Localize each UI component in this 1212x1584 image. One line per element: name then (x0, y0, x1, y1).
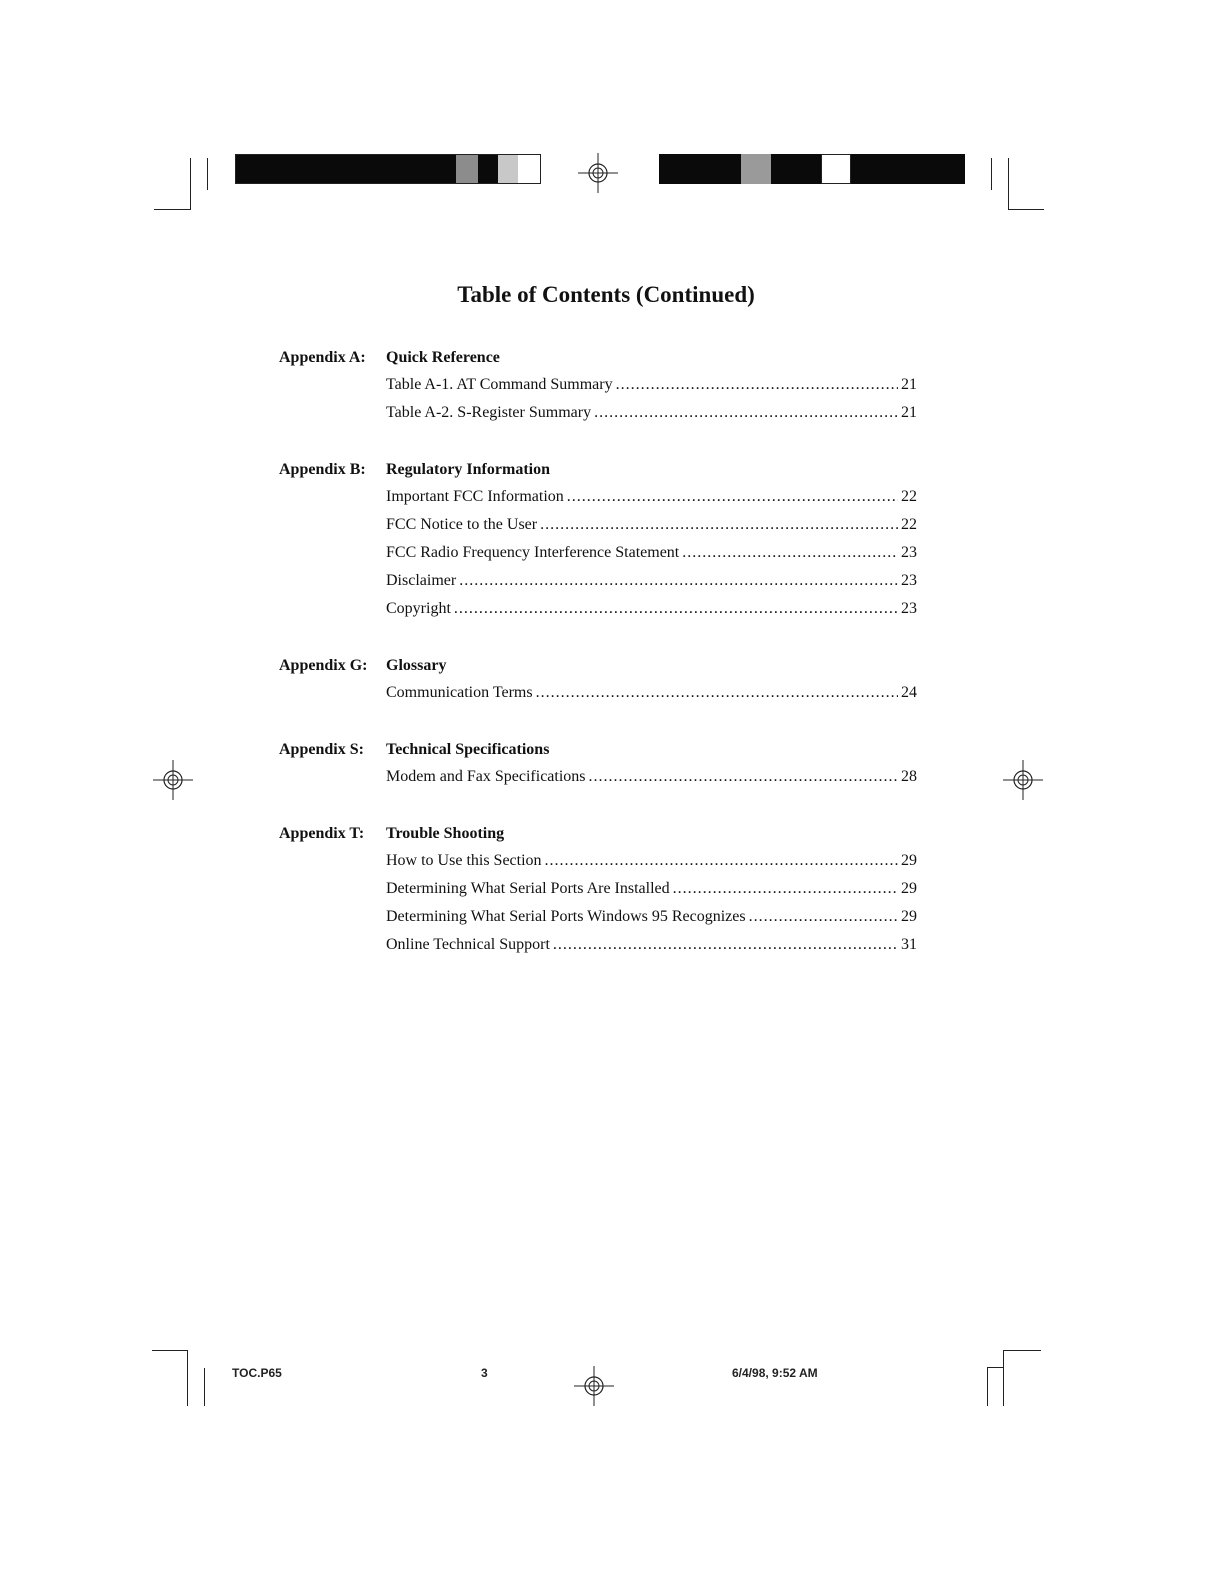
entry-title: Copyright (386, 600, 451, 617)
toc-entry[interactable] (386, 539, 917, 567)
entry-page-number: 21 (901, 376, 917, 393)
dot-leader (616, 371, 898, 399)
section-heading (279, 457, 919, 483)
entry-title: How to Use this Section (386, 852, 542, 869)
dot-leader (553, 931, 898, 959)
dot-leader (749, 903, 898, 931)
toc-section (279, 457, 919, 623)
entry-title: FCC Notice to the User (386, 516, 538, 533)
appendix-title: Quick Reference (386, 349, 500, 366)
entry-page-number: 23 (901, 572, 917, 589)
toc-section (279, 737, 919, 791)
appendix-title: Glossary (386, 657, 447, 674)
entry-page-number: 22 (901, 516, 917, 533)
page-title: Table of Contents (Continued) (457, 282, 755, 307)
dot-leader (589, 763, 898, 791)
color-bar-left (235, 154, 541, 184)
toc-entry[interactable] (386, 847, 917, 875)
entry-page-number: 31 (901, 936, 917, 953)
dot-leader (454, 595, 898, 623)
crop-mark-icon (190, 158, 191, 210)
footer-datetime: 6/4/98, 9:52 AM (732, 1366, 818, 1380)
registration-mark-icon (574, 1366, 614, 1406)
dot-leader (673, 875, 898, 903)
entry-page-number: 22 (901, 488, 917, 505)
appendix-label: Appendix T: (279, 825, 365, 842)
toc-entry[interactable] (386, 483, 917, 511)
dot-leader (682, 539, 898, 567)
entry-title: Table A-1. AT Command Summary (386, 376, 613, 393)
dot-leader (459, 567, 898, 595)
appendix-label: Appendix A: (279, 349, 366, 366)
entry-title: Determining What Serial Ports Are Installed (386, 880, 670, 897)
crop-mark-icon (1003, 1350, 1004, 1406)
dot-leader (540, 511, 898, 539)
toc-entry[interactable] (386, 903, 917, 931)
entry-page-number: 29 (901, 852, 917, 869)
crop-mark-icon (987, 1368, 988, 1406)
appendix-label: Appendix S: (279, 741, 364, 758)
crop-mark-icon (154, 209, 190, 210)
color-bar-right (659, 154, 965, 184)
registration-mark-icon (153, 760, 193, 800)
crop-mark-icon (204, 1368, 205, 1406)
crop-mark-icon (1008, 158, 1009, 210)
toc-entry[interactable] (386, 399, 917, 427)
crop-mark-icon (1003, 1350, 1041, 1351)
crop-mark-icon (187, 1350, 188, 1406)
dot-leader (536, 679, 898, 707)
crop-mark-icon (991, 158, 992, 190)
appendix-label: Appendix B: (279, 461, 366, 478)
entry-page-number: 23 (901, 544, 917, 561)
toc-entry[interactable] (386, 567, 917, 595)
crop-mark-icon (1008, 209, 1044, 210)
crop-mark-icon (207, 158, 208, 190)
toc-section (279, 821, 919, 959)
entry-title: FCC Radio Frequency Interference Statement (386, 544, 680, 561)
entry-title: Online Technical Support (386, 936, 550, 953)
entry-page-number: 24 (901, 684, 917, 701)
footer-page-number: 3 (481, 1366, 488, 1380)
toc-entry[interactable] (386, 875, 917, 903)
toc-entry[interactable] (386, 371, 917, 399)
section-heading (279, 653, 919, 679)
entry-title: Important FCC Information (386, 488, 564, 505)
appendix-title: Regulatory Information (386, 461, 550, 478)
footer-filename: TOC.P65 (232, 1366, 282, 1380)
entry-page-number: 29 (901, 908, 917, 925)
appendix-title: Trouble Shooting (386, 825, 505, 842)
toc-entry[interactable] (386, 511, 917, 539)
crop-mark-icon (987, 1367, 1003, 1368)
crop-mark-icon (152, 1350, 188, 1351)
toc-entry[interactable] (386, 595, 917, 623)
dot-leader (567, 483, 898, 511)
entry-title: Modem and Fax Specifications (386, 768, 586, 785)
toc-section (279, 653, 919, 707)
registration-mark-icon (578, 153, 618, 193)
toc-section (279, 345, 919, 427)
entry-page-number: 28 (901, 768, 917, 785)
table-of-contents (279, 345, 919, 989)
toc-entry[interactable] (386, 763, 917, 791)
toc-entry[interactable] (386, 931, 917, 959)
toc-entry[interactable] (386, 679, 917, 707)
entry-page-number: 21 (901, 404, 917, 421)
dot-leader (545, 847, 898, 875)
dot-leader (594, 399, 898, 427)
entry-page-number: 29 (901, 880, 917, 897)
appendix-title: Technical Specifications (386, 741, 550, 758)
section-heading (279, 345, 919, 371)
entry-title: Disclaimer (386, 572, 457, 589)
entry-title: Determining What Serial Ports Windows 95 Recognizes (386, 908, 746, 925)
section-heading (279, 737, 919, 763)
entry-title: Communication Terms (386, 684, 533, 701)
appendix-label: Appendix G: (279, 657, 368, 674)
entry-page-number: 23 (901, 600, 917, 617)
registration-mark-icon (1003, 760, 1043, 800)
entry-title: Table A-2. S-Register Summary (386, 404, 592, 421)
section-heading (279, 821, 919, 847)
